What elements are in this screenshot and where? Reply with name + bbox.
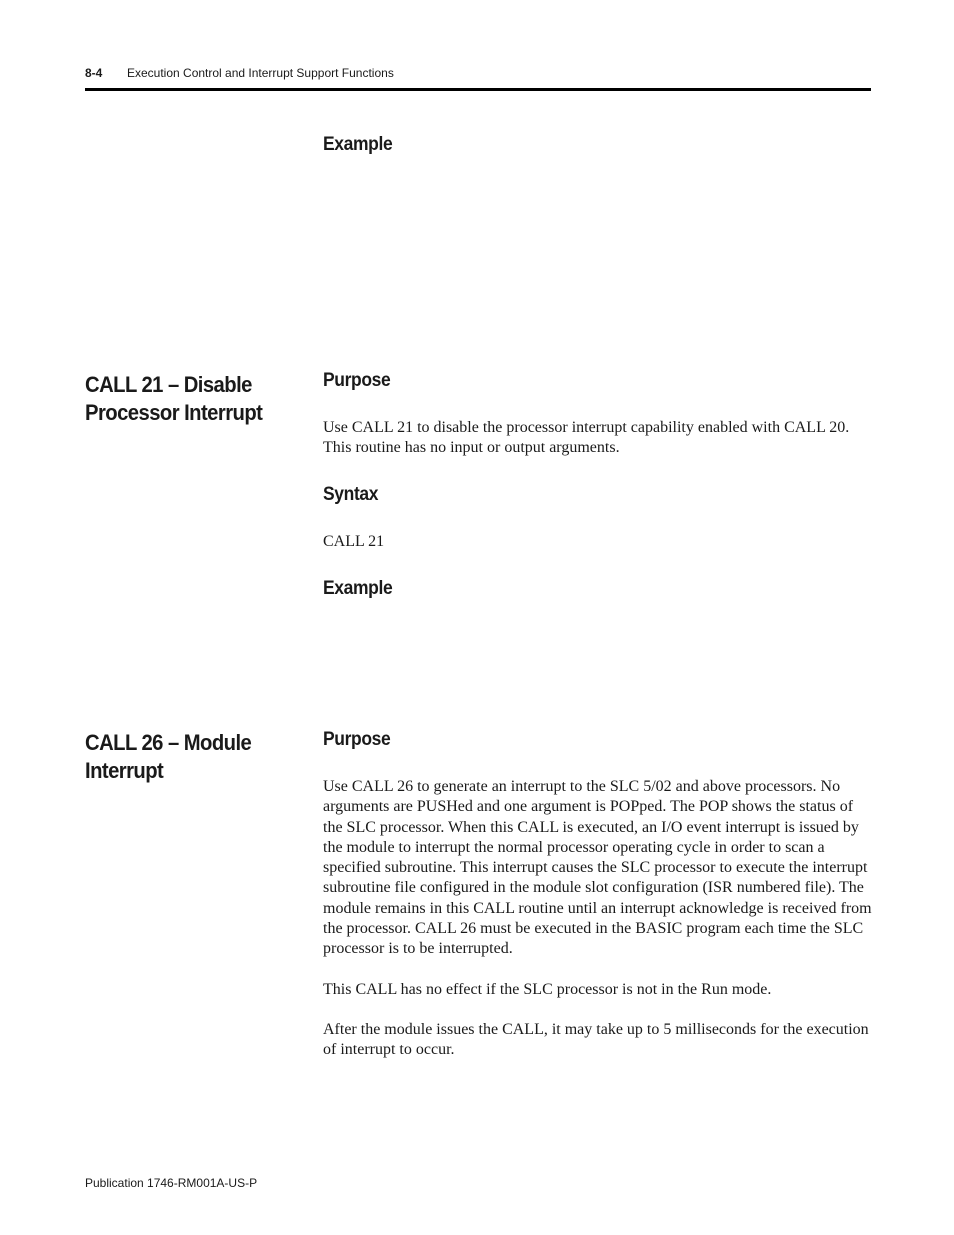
section-title-call26-line1: CALL 26 – Module <box>85 730 252 755</box>
section-title-call21-line2: Processor Interrupt <box>85 400 263 425</box>
chapter-title: Execution Control and Interrupt Support Functions <box>127 66 394 80</box>
header-rule <box>85 88 871 91</box>
purpose-heading-call26: Purpose <box>323 729 391 750</box>
purpose-text-call26 <box>323 777 873 1061</box>
section-title-call26 <box>85 729 278 785</box>
purpose-paragraph: Use CALL 21 to disable the processor interrupt capability enabled with CALL 20. This routine has no input or output arguments. <box>323 419 850 457</box>
purpose-paragraph-2: This CALL has no effect if the SLC processor is not in the Run mode. <box>323 980 772 998</box>
publication-footer: Publication 1746-RM001A-US-P <box>85 1176 258 1190</box>
purpose-paragraph-3: After the module issues the CALL, it may take up to 5 milliseconds for the execution of interrupt to occur. <box>323 1020 869 1059</box>
example-heading-top: Example <box>323 134 393 155</box>
example-heading-call21: Example <box>323 578 393 599</box>
page-number: 8-4 <box>85 66 103 80</box>
section-title-call21-line1: CALL 21 – Disable <box>85 372 252 397</box>
page-header <box>85 66 871 80</box>
purpose-text-call21 <box>323 418 873 459</box>
syntax-heading-call21: Syntax <box>323 484 379 505</box>
purpose-paragraph-1: Use CALL 26 to generate an interrupt to the SLC 5/02 and above processors. No arguments are PUSHed and one argument is POPped. The POP shows the status of the SLC processor. When this CALL is executed, an I/O event interrupt is issued by the module to interrupt the normal processor operating cycle in order to scan a specified subroutine. This interrupt causes the SLC processor to execute the interrupt subroutine file configured in the module slot configuration (ISR numbered file). The module remains in this CALL routine until an interrupt acknowledge is received from the processor. CALL 26 must be executed in the BASIC program each time the SLC processor is to be interrupted. <box>323 778 872 958</box>
purpose-heading-call21: Purpose <box>323 370 391 391</box>
section-title-call21 <box>85 371 278 427</box>
section-title-call26-line2: Interrupt <box>85 758 164 783</box>
syntax-text-call21: CALL 21 <box>323 533 385 550</box>
